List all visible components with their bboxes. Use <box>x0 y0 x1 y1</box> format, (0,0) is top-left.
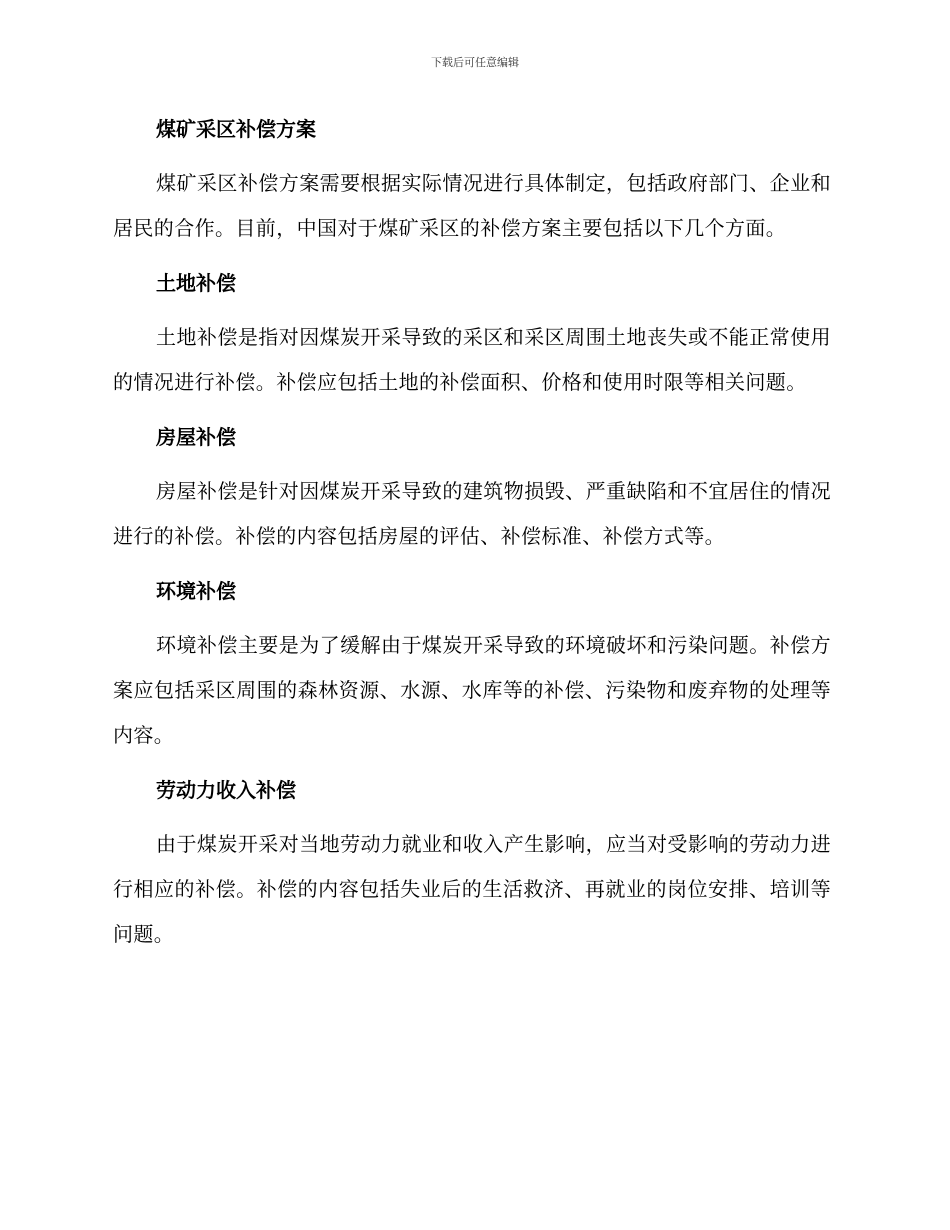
section-paragraph: 环境补偿主要是为了缓解由于煤炭开采导致的环境破坏和污染问题。补偿方案应包括采区周围的森林资源、水源、水库等的补偿、污染物和废弃物的处理等内容。 <box>113 633 831 747</box>
section-land-compensation <box>113 265 831 419</box>
section-heading: 土地补偿 <box>156 271 236 295</box>
section-coal-mining-compensation-plan <box>113 111 831 265</box>
section-paragraph: 由于煤炭开采对当地劳动力就业和收入产生影响，应当对受影响的劳动力进行相应的补偿。补偿的内容包括失业后的生活救济、再就业的岗位安排、培训等问题。 <box>113 832 831 946</box>
section-labor-income-compensation <box>113 772 831 957</box>
section-paragraph: 煤矿采区补偿方案需要根据实际情况进行具体制定，包括政府部门、企业和居民的合作。目前，中国对于煤矿采区的补偿方案主要包括以下几个方面。 <box>113 171 831 240</box>
section-heading: 劳动力收入补偿 <box>156 778 296 802</box>
section-paragraph: 房屋补偿是针对因煤炭开采导致的建筑物损毁、严重缺陷和不宜居住的情况进行的补偿。补偿的内容包括房屋的评估、补偿标准、补偿方式等。 <box>113 479 831 548</box>
document-body <box>113 111 831 957</box>
section-paragraph: 土地补偿是指对因煤炭开采导致的采区和采区周围土地丧失或不能正常使用的情况进行补偿。补偿应包括土地的补偿面积、价格和使用时限等相关问题。 <box>113 325 831 394</box>
page-header: 下载后可任意编辑 <box>431 56 519 69</box>
section-heading: 房屋补偿 <box>156 425 236 449</box>
section-heading: 煤矿采区补偿方案 <box>156 117 316 141</box>
section-housing-compensation <box>113 419 831 573</box>
section-environment-compensation <box>113 573 831 772</box>
section-heading: 环境补偿 <box>156 579 236 603</box>
